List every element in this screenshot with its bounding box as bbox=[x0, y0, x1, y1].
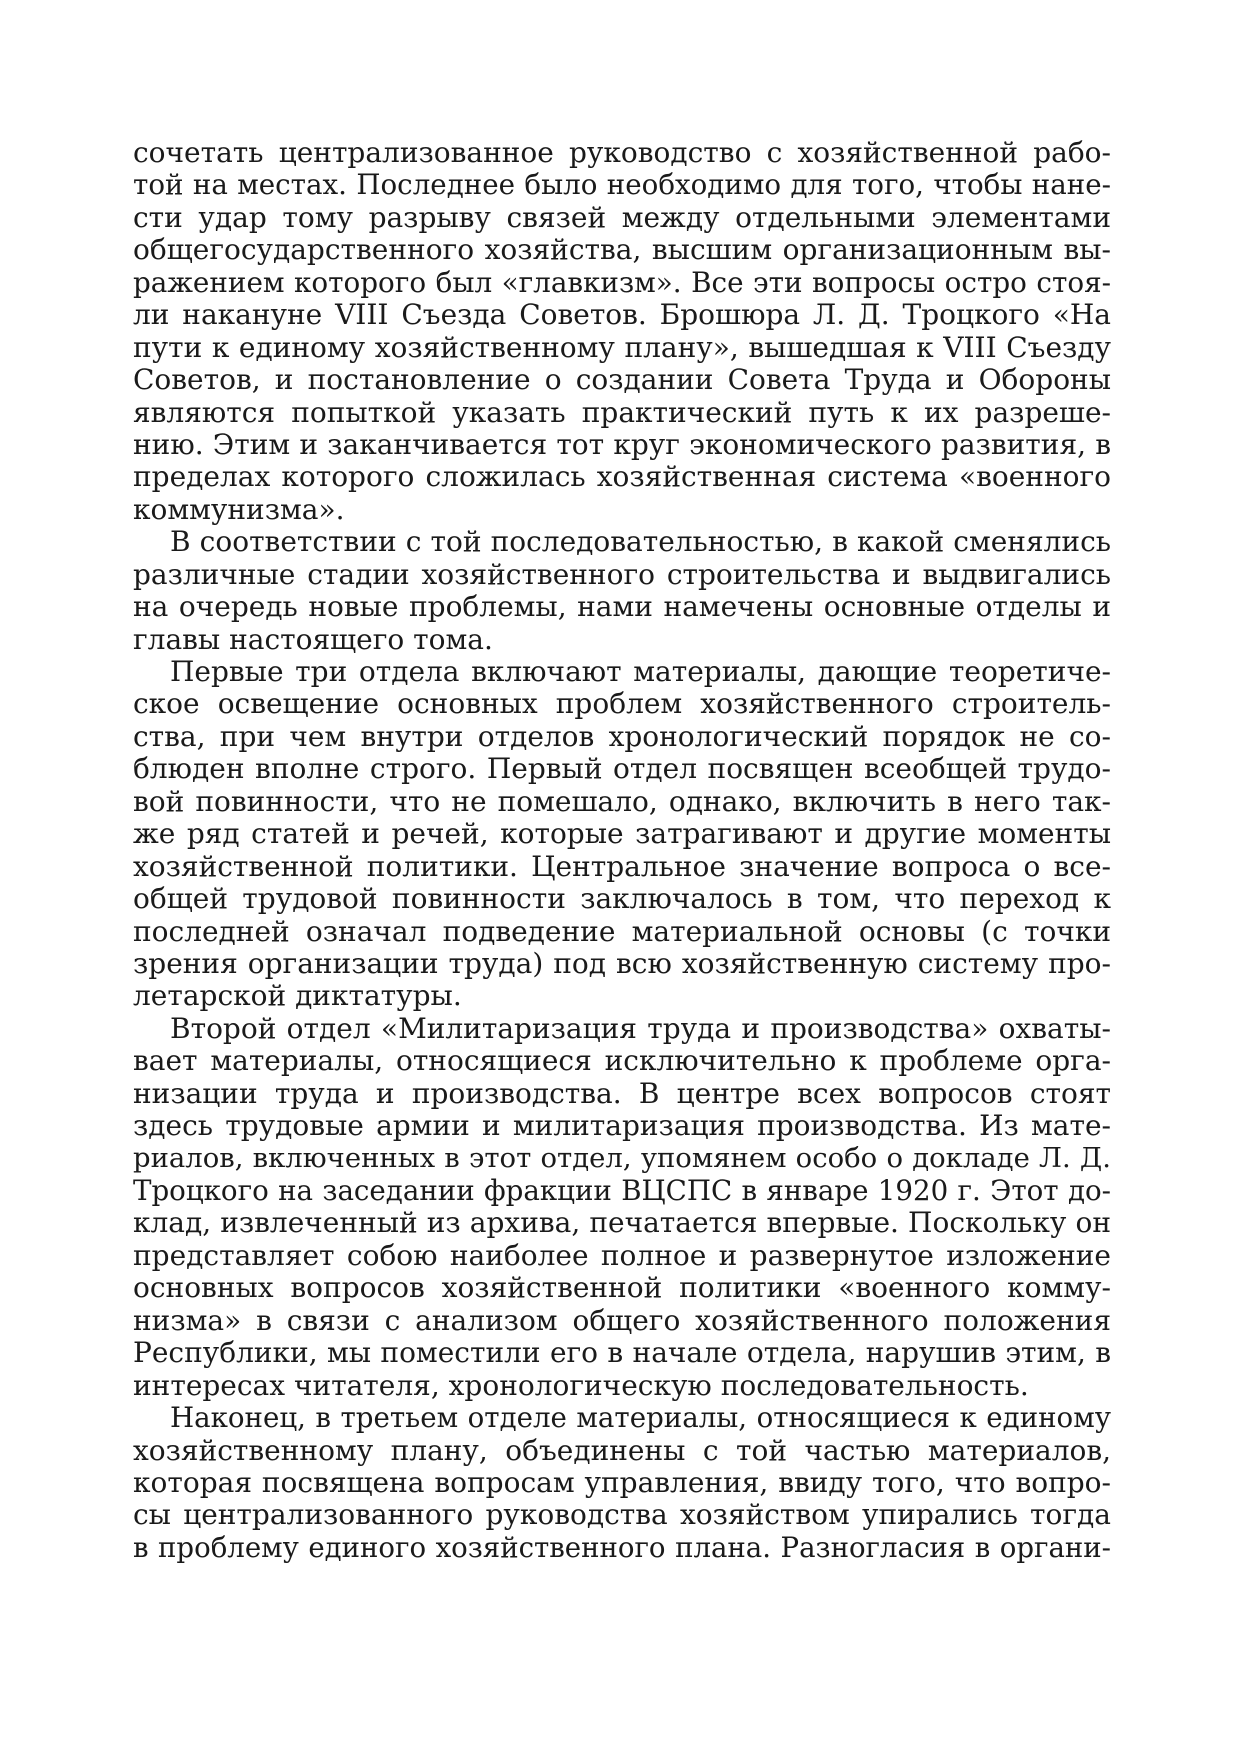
text-line: нию. Этим и заканчивается тот круг экономического развития, в bbox=[133, 427, 1111, 461]
text-line: сы централизованного руководства хозяйством упирались тогда bbox=[133, 1498, 1111, 1532]
text-line: той на местах. Последнее было необходимо для того, чтобы нане- bbox=[133, 168, 1111, 202]
text-line: на очередь новые проблемы, нами намечены основные отделы и bbox=[133, 590, 1111, 624]
text-line: Второй отдел «Милитаризация труда и производства» охваты- bbox=[170, 1011, 1111, 1045]
text-line: летарской диктатуры. bbox=[133, 979, 462, 1013]
text-line: основных вопросов хозяйственной политики «военного комму- bbox=[133, 1271, 1111, 1305]
text-line: ства, при чем внутри отделов хронологический порядок не со- bbox=[133, 719, 1111, 753]
text-line: блюден вполне строго. Первый отдел посвящен всеобщей трудо- bbox=[133, 752, 1111, 786]
text-line: коммунизма». bbox=[133, 492, 345, 526]
text-line: представляет собою наиболее полное и развернутое изложение bbox=[133, 1238, 1111, 1272]
text-line: Республики, мы поместили его в начале отдела, нарушив этим, в bbox=[133, 1336, 1111, 1370]
text-line: главы настоящего тома. bbox=[133, 622, 493, 656]
text-line: пределах которого сложилась хозяйственная система «военного bbox=[133, 460, 1111, 494]
text-line: общегосударственного хозяйства, высшим организационным вы- bbox=[133, 233, 1111, 267]
text-line: здесь трудовые армии и милитаризация производства. Из мате- bbox=[133, 1109, 1111, 1143]
text-line: риалов, включенных в этот отдел, упомянем особо о докладе Л. Д. bbox=[133, 1142, 1111, 1174]
text-line: общей трудовой повинности заключалось в том, что переход к bbox=[133, 882, 1111, 916]
text-line: Советов, и постановление о создании Совета Труда и Обороны bbox=[133, 363, 1111, 397]
text-line: сочетать централизованное руководство с хозяйственной рабо- bbox=[133, 136, 1111, 169]
text-line: Первые три отдела включают материалы, дающие теоретиче- bbox=[170, 655, 1111, 688]
text-line: клад, извлеченный из архива, печатается впервые. Поскольку он bbox=[133, 1206, 1111, 1240]
text-line: интересах читателя, хронологическую последовательность. bbox=[133, 1368, 1029, 1402]
text-line: являются попыткой указать практический путь к их разреше- bbox=[133, 395, 1111, 429]
text-line: последней означал подведение материальной основы (с точки bbox=[133, 914, 1111, 948]
text-line: которая посвящена вопросам управления, ввиду того, что вопро- bbox=[133, 1465, 1111, 1499]
text-line: ражением которого был «главкизм». Все эти вопросы остро стоя- bbox=[133, 265, 1111, 299]
text-line: В соответствии с той последовательностью, в какой сменялись bbox=[170, 525, 1111, 559]
text-line: различные стадии хозяйственного строительства и выдвигались bbox=[133, 557, 1111, 591]
text-line: Троцкого на заседании фракции ВЦСПС в январе 1920 г. Этот до- bbox=[133, 1174, 1111, 1207]
text-line: вой повинности, что не помешало, однако, включить в него так- bbox=[133, 784, 1111, 818]
text-line: сти удар тому разрыву связей между отдельными элементами bbox=[133, 200, 1111, 234]
body-text bbox=[133, 137, 1111, 1564]
text-line: хозяйственной политики. Центральное значение вопроса о все- bbox=[133, 849, 1111, 883]
text-line: низации труда и производства. В центре всех вопросов стоят bbox=[133, 1076, 1111, 1110]
text-line: низма» в связи с анализом общего хозяйственного положения bbox=[133, 1303, 1111, 1337]
text-line: ское освещение основных проблем хозяйственного строитель- bbox=[133, 687, 1111, 721]
text-line: же ряд статей и речей, которые затрагивают и другие моменты bbox=[133, 817, 1111, 851]
text-line: в проблему единого хозяйственного плана. Разногласия в органи- bbox=[133, 1530, 1111, 1564]
text-line: Наконец, в третьем отделе материалы, относящиеся к единому bbox=[170, 1401, 1111, 1435]
text-line: ли накануне VIII Съезда Советов. Брошюра Л. Д. Троцкого «На bbox=[133, 298, 1111, 332]
text-line: пути к единому хозяйственному плану», вышедшая к VIII Съезду bbox=[133, 330, 1111, 364]
text-line: вает материалы, относящиеся исключительно к проблеме орга- bbox=[133, 1044, 1111, 1078]
text-line: хозяйственному плану, объединены с той частью материалов, bbox=[133, 1433, 1111, 1467]
text-line: зрения организации труда) под всю хозяйственную систему про- bbox=[133, 946, 1111, 980]
